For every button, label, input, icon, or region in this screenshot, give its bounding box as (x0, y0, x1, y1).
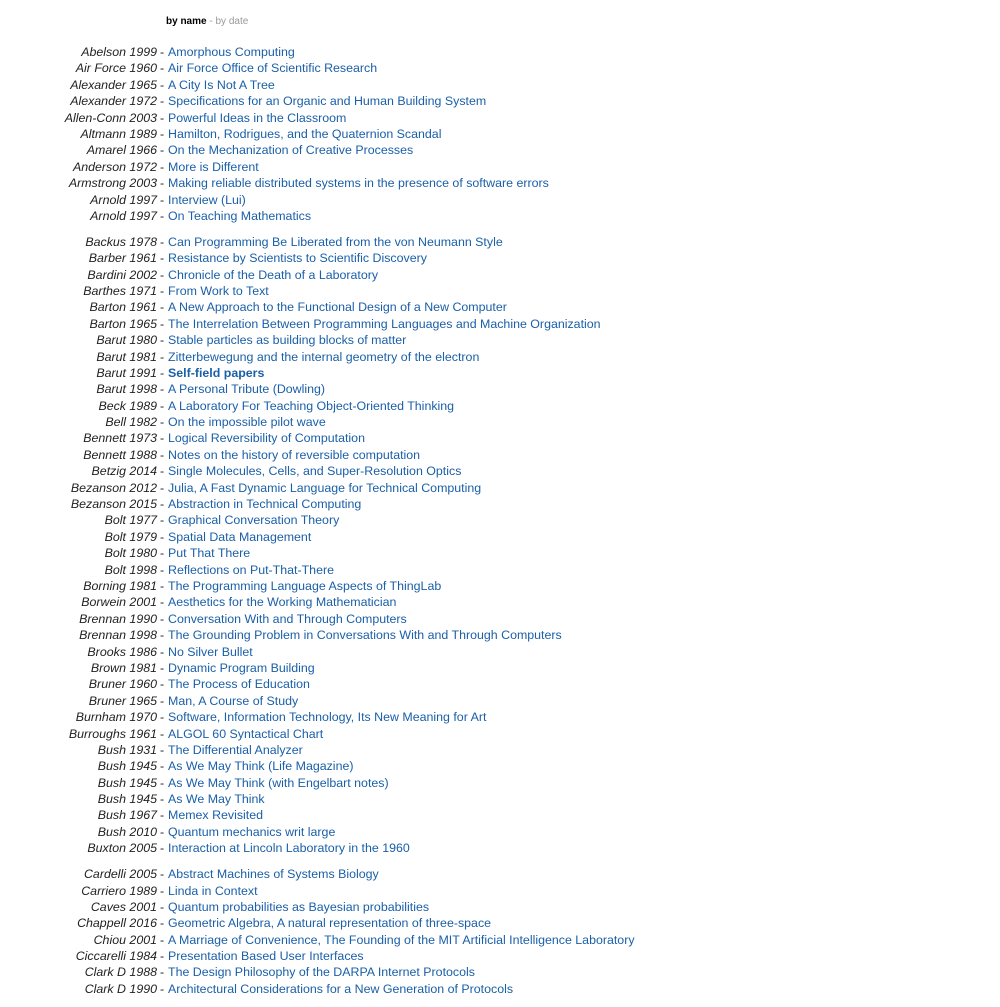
entry-separator: - (160, 677, 165, 692)
list-item (0, 791, 1000, 807)
entry-author-year: Bardini 2002 (87, 267, 157, 282)
entry-separator: - (160, 759, 165, 774)
entry-title-link[interactable]: A New Approach to the Functional Design of a New Computer (168, 300, 507, 315)
entry-author-year: Bennett 1973 (83, 431, 157, 446)
entry-title-link[interactable]: Resistance by Scientists to Scientific Discovery (168, 251, 427, 266)
list-item (0, 899, 1000, 915)
list-item (0, 824, 1000, 840)
entry-author-year: Bennett 1988 (83, 447, 157, 462)
entry-title-link[interactable]: Interview (Lui) (168, 192, 246, 207)
entry-title-link[interactable]: Specifications for an Organic and Human Building System (168, 94, 487, 109)
list-item (0, 840, 1000, 856)
entry-author-year: Borwein 2001 (81, 595, 157, 610)
list-item (0, 545, 1000, 561)
entry-author-year: Brooks 1986 (87, 644, 157, 659)
entry-title-link[interactable]: On Teaching Mathematics (168, 208, 312, 223)
entry-title-link[interactable]: Single Molecules, Cells, and Super-Resolution Optics (168, 464, 462, 479)
list-item (0, 932, 1000, 948)
entry-title-link[interactable]: Memex Revisited (168, 808, 264, 823)
entry-author-year: Barton 1961 (89, 300, 157, 315)
entry-author-year: Bezanson 2015 (70, 497, 157, 512)
list-item (0, 676, 1000, 692)
list-item (0, 267, 1000, 283)
entry-title-link[interactable]: Chronicle of the Death of a Laboratory (168, 267, 379, 282)
entry-separator: - (160, 932, 165, 947)
entry-author-year: Anderson 1972 (72, 159, 157, 174)
entry-title-link[interactable]: A City Is Not A Tree (168, 77, 275, 92)
entry-author-year: Amarel 1966 (86, 143, 157, 158)
entry-separator: - (160, 480, 165, 495)
entry-title-link[interactable]: Aesthetics for the Working Mathematician (168, 595, 397, 610)
entry-author-year: Bruner 1960 (88, 677, 157, 692)
entry-title-link[interactable]: The Interrelation Between Programming Languages and Machine Organization (168, 316, 601, 331)
entry-author-year: Backus 1978 (85, 234, 157, 249)
entry-author-year: Burroughs 1961 (68, 726, 157, 741)
list-item (0, 529, 1000, 545)
list-item (0, 126, 1000, 142)
list-item (0, 948, 1000, 964)
entry-separator: - (160, 899, 165, 914)
list-item (0, 192, 1000, 208)
entry-author-year: Allen-Conn 2003 (64, 110, 157, 125)
list-item (0, 578, 1000, 594)
entry-separator: - (160, 94, 165, 109)
entry-separator: - (160, 267, 165, 282)
entry-title-link[interactable]: Powerful Ideas in the Classroom (168, 110, 347, 125)
list-item (0, 142, 1000, 158)
list-item (0, 332, 1000, 348)
entry-author-year: Armstrong 2003 (68, 176, 157, 191)
entry-title-link[interactable]: Hamilton, Rodrigues, and the Quaternion Scandal (168, 126, 442, 141)
list-item (0, 742, 1000, 758)
list-item (0, 283, 1000, 299)
entry-title-link[interactable]: Conversation With and Through Computers (168, 611, 407, 626)
entry-separator: - (160, 497, 165, 512)
entry-title-link[interactable]: Self-field papers (168, 365, 265, 380)
entry-separator: - (160, 595, 165, 610)
entry-title-link[interactable]: Spatial Data Management (168, 529, 312, 544)
list-item (0, 562, 1000, 578)
entry-title-link[interactable]: Making reliable distributed systems in the presence of software errors (168, 176, 549, 191)
entry-separator: - (160, 562, 165, 577)
letter-group-a (0, 44, 1000, 224)
entry-separator: - (160, 234, 165, 249)
entry-separator: - (160, 126, 165, 141)
list-item (0, 110, 1000, 126)
entry-author-year: Barut 1991 (96, 365, 157, 380)
list-item (0, 159, 1000, 175)
entry-title-link[interactable]: A Laboratory For Teaching Object-Oriented Thinking (168, 398, 455, 413)
list-item (0, 208, 1000, 224)
entry-title-link[interactable]: Abstract Machines of Systems Biology (168, 867, 379, 882)
list-item (0, 250, 1000, 266)
list-item (0, 758, 1000, 774)
list-item (0, 512, 1000, 528)
entry-title-link[interactable]: More is Different (168, 159, 259, 174)
entry-separator: - (160, 77, 165, 92)
list-item (0, 414, 1000, 430)
entry-separator: - (160, 316, 165, 331)
entry-separator: - (160, 949, 165, 964)
list-item (0, 883, 1000, 899)
entry-separator: - (160, 693, 165, 708)
sort-by-date-link[interactable]: by date (215, 16, 249, 27)
entry-separator: - (160, 611, 165, 626)
list-item (0, 447, 1000, 463)
list-item (0, 981, 1000, 997)
entry-author-year: Betzig 2014 (91, 464, 157, 479)
entry-title-link[interactable]: Reflections on Put-That-There (168, 562, 334, 577)
entry-author-year: Bezanson 2012 (70, 480, 157, 495)
list-item (0, 60, 1000, 76)
entry-author-year: Bush 1931 (97, 742, 157, 757)
entry-title-link[interactable]: Stable particles as building blocks of matter (168, 333, 407, 348)
entry-author-year: Chiou 2001 (93, 932, 157, 947)
entry-author-year: Bush 1945 (97, 759, 157, 774)
entry-author-year: Barton 1965 (89, 316, 157, 331)
list-item (0, 496, 1000, 512)
entry-separator: - (160, 660, 165, 675)
list-item (0, 915, 1000, 931)
entry-title-link[interactable]: Amorphous Computing (168, 45, 295, 59)
list-item (0, 175, 1000, 191)
entry-title-link[interactable]: The Design Philosophy of the DARPA Internet Protocols (168, 965, 475, 980)
list-item (0, 234, 1000, 250)
entry-author-year: Caves 2001 (90, 899, 157, 914)
entry-author-year: Bolt 1980 (104, 546, 157, 561)
entry-title-link[interactable]: As We May Think (with Engelbart notes) (168, 775, 389, 790)
entry-separator: - (160, 349, 165, 364)
list-item (0, 644, 1000, 660)
entry-separator: - (160, 365, 165, 380)
entry-author-year: Burnham 1970 (75, 710, 157, 725)
list-item (0, 709, 1000, 725)
entry-author-year: Altmann 1989 (80, 126, 157, 141)
entry-separator: - (160, 415, 165, 430)
entry-title-link[interactable]: Quantum mechanics writ large (168, 824, 336, 839)
entry-author-year: Air Force 1960 (75, 61, 157, 76)
list-item (0, 775, 1000, 791)
entry-separator: - (160, 159, 165, 174)
entry-author-year: Barut 1980 (96, 333, 157, 348)
entry-separator: - (160, 726, 165, 741)
entry-separator: - (160, 981, 165, 996)
entry-author-year: Brown 1981 (90, 660, 157, 675)
entry-separator: - (160, 208, 165, 223)
entry-separator: - (160, 529, 165, 544)
sort-nav (166, 15, 248, 29)
entry-separator: - (160, 110, 165, 125)
entry-separator: - (160, 431, 165, 446)
entry-title-link[interactable]: Notes on the history of reversible computation (168, 447, 421, 462)
entry-author-year: Arnold 1997 (90, 192, 157, 207)
entry-title-link[interactable]: The Process of Education (168, 677, 310, 692)
entry-separator: - (160, 333, 165, 348)
entry-separator: - (160, 398, 165, 413)
entry-author-year: Alexander 1972 (70, 94, 157, 109)
entry-title-link[interactable]: ALGOL 60 Syntactical Chart (168, 726, 324, 741)
entry-separator: - (160, 883, 165, 898)
entry-separator: - (160, 808, 165, 823)
entry-separator: - (160, 710, 165, 725)
entry-separator: - (160, 792, 165, 807)
entry-title-link[interactable]: As We May Think (168, 792, 265, 807)
entry-title-link[interactable]: Dynamic Program Building (168, 660, 315, 675)
list-item (0, 44, 1000, 60)
entry-author-year: Chappell 2016 (77, 916, 157, 931)
list-item (0, 365, 1000, 381)
entry-separator: - (160, 841, 165, 856)
entry-title-link[interactable]: Software, Information Technology, Its New Meaning for Art (168, 710, 487, 725)
entry-separator: - (160, 143, 165, 158)
entry-author-year: Beck 1989 (98, 398, 157, 413)
list-item (0, 693, 1000, 709)
list-item (0, 299, 1000, 315)
entry-title-link[interactable]: On the impossible pilot wave (168, 415, 326, 430)
entry-title-link[interactable]: Quantum probabilities as Bayesian probabilities (168, 899, 430, 914)
list-item (0, 726, 1000, 742)
entry-separator: - (160, 775, 165, 790)
entry-author-year: Bush 1945 (97, 775, 157, 790)
entry-author-year: Arnold 1997 (90, 208, 157, 223)
entry-title-link[interactable]: Logical Reversibility of Computation (168, 431, 365, 446)
entry-title-link[interactable]: Interaction at Lincoln Laboratory in the 1960 (168, 841, 410, 856)
entry-separator: - (160, 382, 165, 397)
entry-title-link[interactable]: A Marriage of Convenience, The Founding of the MIT Artificial Intelligence Laboratory (168, 932, 635, 947)
entry-title-link[interactable]: Geometric Algebra, A natural representation of three-space (168, 916, 492, 931)
list-item (0, 807, 1000, 823)
entry-author-year: Bolt 1979 (104, 529, 157, 544)
entry-separator: - (160, 546, 165, 561)
entry-author-year: Bell 1982 (105, 415, 157, 430)
list-item (0, 594, 1000, 610)
entry-author-year: Barthes 1971 (83, 283, 157, 298)
entry-author-year: Barber 1961 (88, 251, 157, 266)
entry-separator: - (160, 644, 165, 659)
list-item (0, 381, 1000, 397)
entry-author-year: Borning 1981 (83, 579, 157, 593)
entry-title-link[interactable]: Zitterbewegung and the internal geometry of the electron (168, 349, 480, 364)
entry-separator: - (160, 916, 165, 931)
entry-title-link[interactable]: Can Programming Be Liberated from the von Neumann Style (168, 234, 503, 249)
entry-author-year: Bolt 1977 (104, 513, 157, 528)
entry-author-year: Cardelli 2005 (83, 867, 157, 882)
entry-title-link[interactable]: Graphical Conversation Theory (168, 513, 340, 528)
list-item (0, 480, 1000, 496)
list-item (0, 349, 1000, 365)
letter-group-b (0, 234, 1000, 857)
entry-author-year: Abelson 1999 (81, 45, 157, 59)
list-item (0, 611, 1000, 627)
entry-title-link[interactable]: On the Mechanization of Creative Processes (168, 143, 414, 158)
entry-author-year: Bush 1945 (97, 792, 157, 807)
list-item (0, 398, 1000, 414)
entry-author-year: Ciccarelli 1984 (75, 949, 157, 964)
entry-author-year: Carriero 1989 (81, 883, 157, 898)
entry-separator: - (160, 464, 165, 479)
entry-separator: - (160, 824, 165, 839)
entry-separator: - (160, 742, 165, 757)
entry-title-link[interactable]: Abstraction in Technical Computing (168, 497, 362, 512)
entry-author-year: Bush 2010 (97, 824, 157, 839)
entry-title-link[interactable]: The Programming Language Aspects of ThingLab (168, 579, 442, 593)
entry-separator: - (160, 513, 165, 528)
sort-by-name-link[interactable]: by name (166, 16, 207, 27)
entry-author-year: Bruner 1965 (88, 693, 157, 708)
entry-separator: - (160, 300, 165, 315)
entry-title-link[interactable]: No Silver Bullet (168, 644, 253, 659)
entry-author-year: Bolt 1998 (104, 562, 157, 577)
entry-author-year: Buxton 2005 (87, 841, 157, 856)
entry-author-year: Clark D 1990 (84, 981, 157, 996)
list-item (0, 660, 1000, 676)
entry-author-year: Brennan 1998 (79, 628, 157, 643)
list-item (0, 77, 1000, 93)
entry-title-link[interactable]: From Work to Text (168, 283, 269, 298)
entry-title-link[interactable]: Linda in Context (168, 883, 258, 898)
list-item (0, 866, 1000, 882)
entry-separator: - (160, 579, 165, 593)
entry-title-link[interactable]: Air Force Office of Scientific Research (168, 61, 378, 76)
entry-separator: - (160, 176, 165, 191)
entry-separator: - (160, 61, 165, 76)
list-item (0, 627, 1000, 643)
entry-author-year: Barut 1981 (96, 349, 157, 364)
entry-title-link[interactable]: A Personal Tribute (Dowling) (168, 382, 326, 397)
entry-author-year: Brennan 1990 (79, 611, 157, 626)
letter-group-c (0, 866, 1000, 997)
entry-author-year: Clark D 1988 (84, 965, 157, 980)
entry-author-year: Alexander 1965 (70, 77, 157, 92)
entry-separator: - (160, 867, 165, 882)
entry-separator: - (160, 45, 165, 59)
list-item (0, 463, 1000, 479)
entry-title-link[interactable]: The Differential Analyzer (168, 742, 303, 757)
sort-separator: - (209, 16, 213, 27)
entry-author-year: Bush 1967 (97, 808, 157, 823)
entry-title-link[interactable]: Man, A Course of Study (168, 693, 299, 708)
list-item (0, 93, 1000, 109)
entry-author-year: Barut 1998 (96, 382, 157, 397)
entry-separator: - (160, 965, 165, 980)
reference-list (0, 44, 1000, 1007)
list-item (0, 430, 1000, 446)
entry-title-link[interactable]: Julia, A Fast Dynamic Language for Technical Computing (168, 480, 482, 495)
list-item (0, 964, 1000, 980)
entry-title-link[interactable]: Put That There (168, 546, 251, 561)
entry-title-link[interactable]: Architectural Considerations for a New Generation of Protocols (168, 981, 514, 996)
entry-title-link[interactable]: The Grounding Problem in Conversations With and Through Computers (168, 628, 562, 643)
list-item (0, 316, 1000, 332)
entry-title-link[interactable]: Presentation Based User Interfaces (168, 949, 364, 964)
entry-separator: - (160, 628, 165, 643)
entry-separator: - (160, 192, 165, 207)
entry-separator: - (160, 447, 165, 462)
entry-separator: - (160, 251, 165, 266)
entry-separator: - (160, 283, 165, 298)
entry-title-link[interactable]: As We May Think (Life Magazine) (168, 759, 354, 774)
